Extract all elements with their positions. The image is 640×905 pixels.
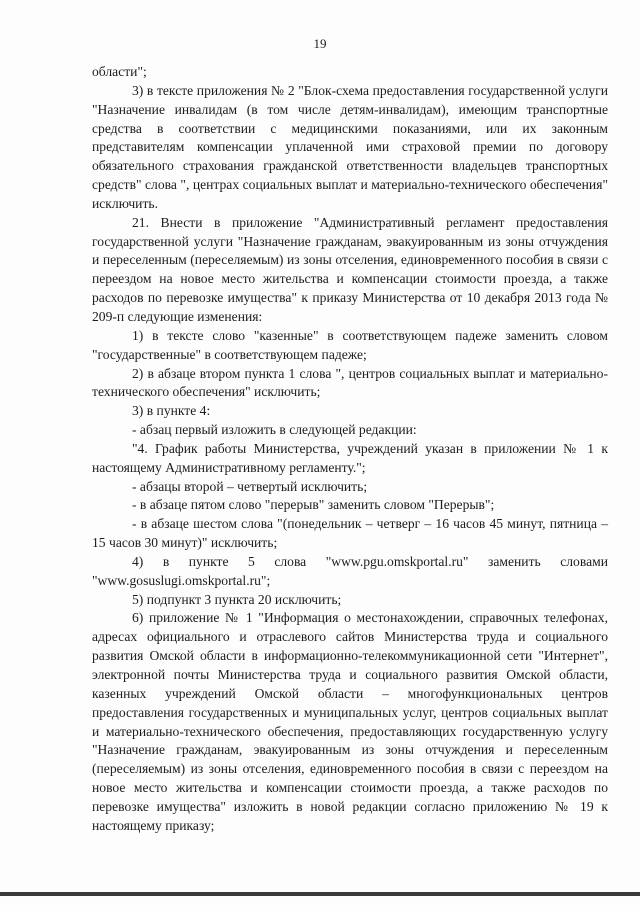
- paragraph-subitem-4: 4) в пункте 5 слова "www.pgu.omskportal.ru" заменить словами "www.gosuslugi.omskportal.ru";: [92, 553, 608, 588]
- document-body: [92, 63, 608, 836]
- paragraph-subitem-1: 1) в тексте слово "казенные" в соответствующем падеже заменить словом "государственные" в соответствующем падеже;: [92, 327, 608, 362]
- paragraph-clause-21: 21. Внести в приложение "Административный регламент предоставления государственной услуги "Назначение гражданам, эвакуированным из зоны отчуждения и переселенным (переселяемым) из зоны отселения, единовременного пособия в связи с переездом на новое место жительства и компенсации стоимости проезда, а также расходов по перевозке имущества" к приказу Министерства от 10 декабря 2013 года № 209-п следующие изменения:: [92, 214, 608, 324]
- page-number: 19: [313, 36, 327, 51]
- paragraph-dash-2: - абзацы второй – четвертый исключить;: [132, 478, 368, 494]
- paragraph-subitem-6: 6) приложение № 1 "Информация о местонахождении, справочных телефонах, адресах официального и отраслевого сайтов Министерства труда и социального развития Омской области в информационно-телекоммуникационной сети "Интернет", электронной почты Министерства труда и социального развития Омской области, казенных учреждений Омской области – многофункциональных центров предоставления государственных и муниципальных услуг, центров социальных выплат и материально-технического обеспечения, предоставляющих государственную услугу "Назначение гражданам, эвакуированным из зоны отчуждения и переселенным (переселяемым) из зоны отселения, единовременного пособия в связи с переездом на новое место жительства и компенсации стоимости проезда, а также расходов по перевозке имущества" изложить в новой редакции согласно приложению № 19 к настоящему приказу;: [92, 610, 608, 833]
- paragraph-item-3: 3) в тексте приложения № 2 "Блок-схема предоставления государственной услуги "Назначение инвалидам (в том числе детям-инвалидам), имеющим транспортные средства в соответствии с медицинскими показаниями, или их законным представителям компенсации уплаченной ими страховой премии по договору обязательного страхования гражданской ответственности владельцев транспортных средств" слова ", центрах социальных выплат и материально-технического обеспечения" исключить.: [92, 82, 608, 211]
- paragraph-dash-4: - в абзаце шестом слова "(понедельник – четверг – 16 часов 45 минут, пятница – 15 часов 30 минут)" исключить;: [92, 516, 608, 551]
- paragraph-oblasti: области";: [92, 64, 147, 79]
- paragraph-dash-1: - абзац первый изложить в следующей редакции:: [132, 422, 417, 438]
- paragraph-subitem-3: 3) в пункте 4:: [132, 403, 211, 419]
- paragraph-dash-3: - в абзаце пятом слово "перерыв" заменить словом "Перерыв";: [132, 497, 495, 513]
- scan-bottom-edge: [0, 892, 640, 896]
- paragraph-subitem-5: 5) подпункт 3 пункта 20 исключить;: [132, 591, 342, 607]
- paragraph-subitem-2: 2) в абзаце втором пункта 1 слова ", центров социальных выплат и материально-технического обеспечения" исключить;: [92, 365, 608, 400]
- paragraph-quote-4: "4. График работы Министерства, учреждений указан в приложении № 1 к настоящему Административному регламенту.";: [92, 440, 608, 475]
